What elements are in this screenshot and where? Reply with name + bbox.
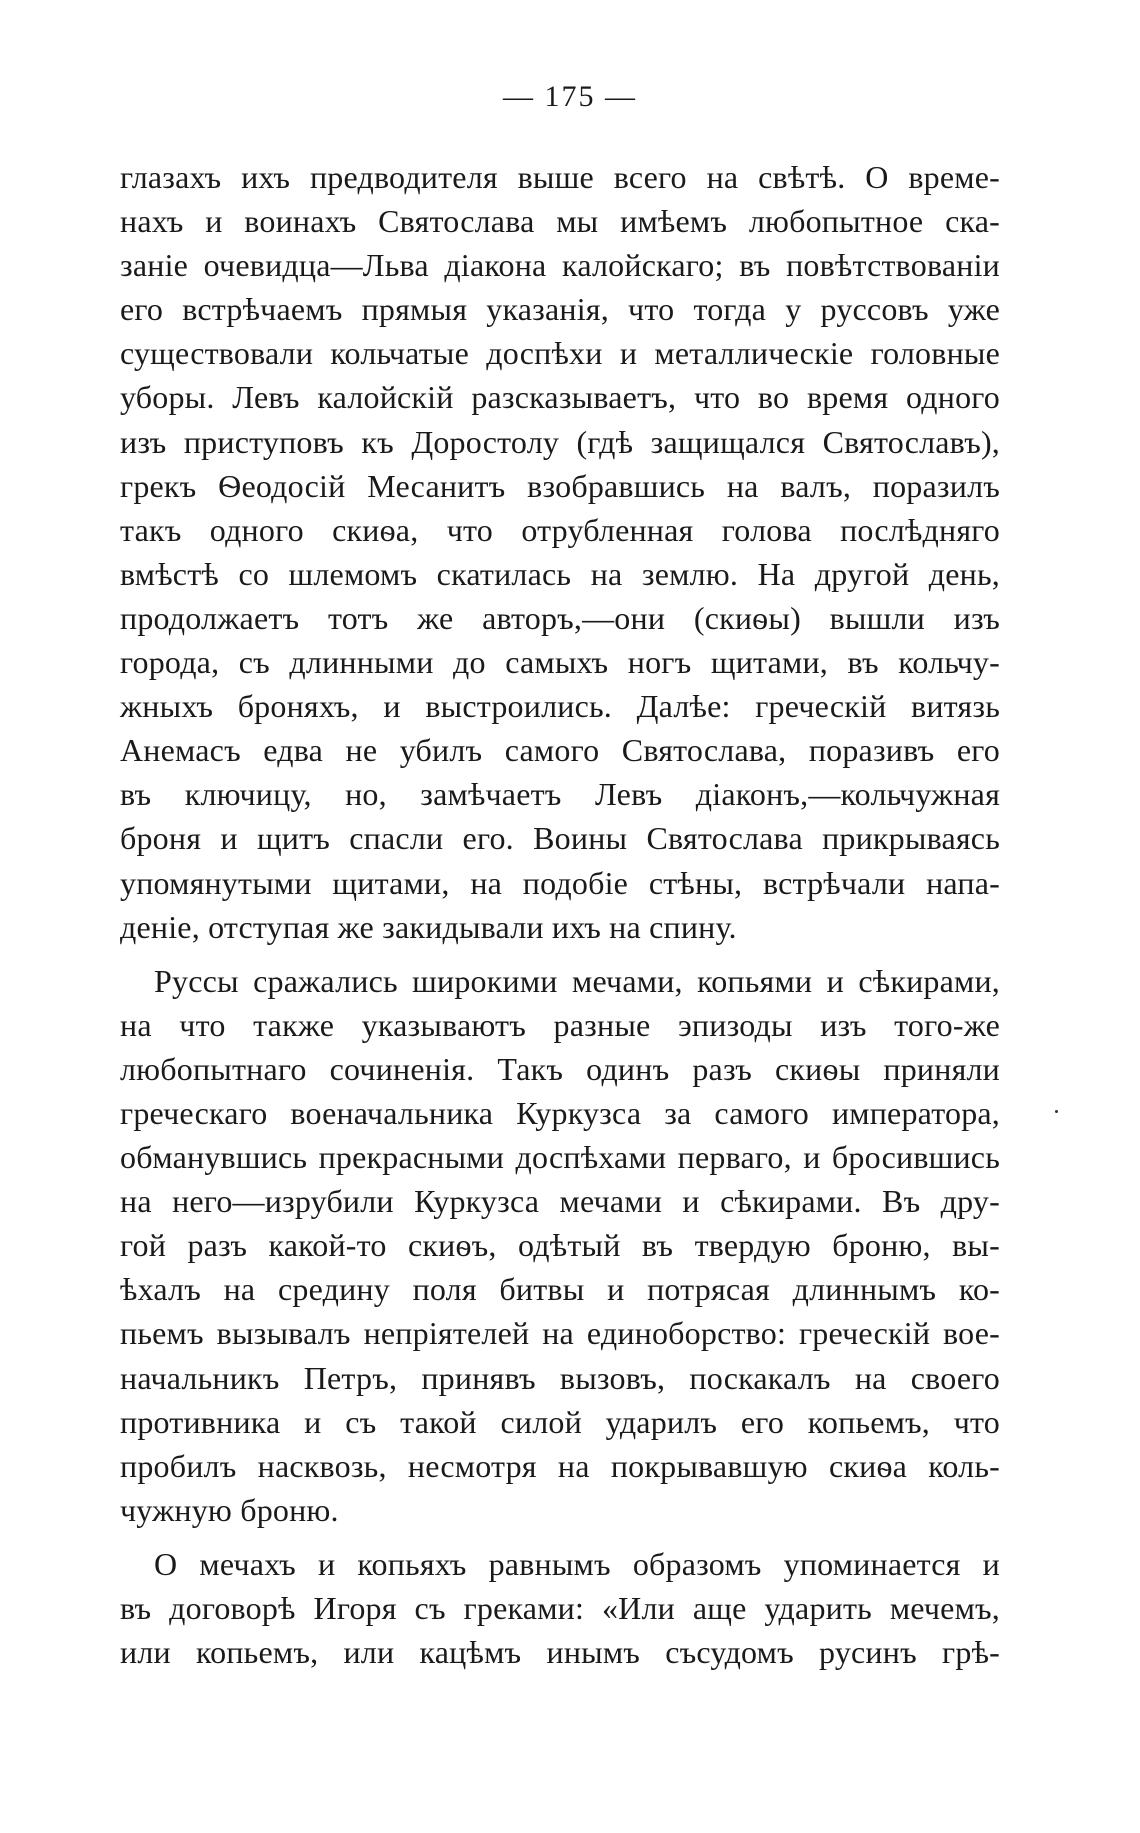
scan-speck (1055, 1110, 1058, 1113)
text-line: города, съ длинными до самыхъ ногъ щитами, въ кольчу- (120, 644, 1000, 681)
text-line: нахъ и воинахъ Святослава мы имѣемъ любопытное ска- (120, 203, 1000, 240)
text-line: греческаго военачальника Куркузса за самого императора, (120, 1094, 1000, 1131)
text-line: въ договорѣ Игоря съ греками: «Или аще ударить мечемъ, (120, 1590, 1000, 1626)
text-line: его встрѣчаемъ прямыя указанія, что тогда у руссовъ уже (120, 291, 1000, 328)
text-line: такъ одного скиѳа, что отрубленная голова послѣдняго (120, 511, 1000, 548)
text-line: гой разъ какой-то скиѳъ, одѣтый въ твердую броню, вы- (120, 1227, 1000, 1264)
text-line: пьемъ вызывалъ непріятелей на единоборство: греческій вое- (120, 1315, 1000, 1352)
text-line: О мечахъ и копьяхъ равнымъ образомъ упоминается и (154, 1545, 1000, 1582)
body-text (120, 155, 1000, 1674)
text-line: начальникъ Петръ, принявъ вызовъ, поскакалъ на своего (120, 1359, 1000, 1396)
paragraph-3 (120, 1542, 1000, 1674)
text-line: обманувшись прекрасными доспѣхами перваго, и бросившись (120, 1139, 1000, 1176)
text-line: Руссы сражались широкими мечами, копьями и сѣкирами, (154, 962, 1000, 999)
text-line: въ ключицу, но, замѣчаетъ Левъ діаконъ,—кольчужная (120, 776, 1000, 813)
text-line: чужную броню. (120, 1491, 339, 1528)
text-line: изъ приступовъ къ Доростолу (гдѣ защищался Святославъ), (120, 423, 1000, 460)
text-line: Анемасъ едва не убилъ самого Святослава, поразивъ его (120, 732, 1000, 769)
text-line: грекъ Ѳеодосій Месанитъ взобравшись на валъ, поразилъ (120, 467, 1000, 504)
text-line: упомянутыми щитами, на подобіе стѣны, встрѣчали напа- (120, 864, 1000, 901)
text-line: броня и щитъ спасли его. Воины Святослава прикрываясь (120, 820, 1000, 857)
text-line: вмѣстѣ со шлемомъ скатилась на землю. На другой день, (120, 555, 1000, 592)
text-line: деніе, отступая же закидывали ихъ на спину. (120, 908, 737, 945)
text-line: жныхъ броняхъ, и выстроились. Далѣе: греческій витязь (120, 688, 1000, 725)
text-line: продолжаетъ тотъ же авторъ,—они (скиѳы) вышли изъ (120, 599, 1000, 636)
text-line: противника и съ такой силой ударилъ его копьемъ, что (120, 1403, 1000, 1440)
text-line: любопытнаго сочиненія. Такъ одинъ разъ скиѳы приняли (120, 1050, 1000, 1087)
text-line: на что также указываютъ разные эпизоды изъ того-же (120, 1006, 1000, 1043)
text-line: глазахъ ихъ предводителя выше всего на свѣтѣ. О време- (120, 159, 1000, 195)
text-line: ѣхалъ на средину поля битвы и потрясая длиннымъ ко- (120, 1271, 1000, 1308)
page-number: — 175 — (503, 80, 637, 113)
text-line: уборы. Левъ калойскій разсказываетъ, что во время одного (120, 379, 1000, 416)
text-line: или копьемъ, или кацѣмъ инымъ съсудомъ русинъ грѣ- (120, 1634, 1000, 1671)
paragraph-1 (120, 155, 1000, 949)
text-line: пробилъ насквозь, несмотря на покрывавшую скиѳа коль- (120, 1447, 1000, 1484)
text-line: заніе очевидца—Льва діакона калойскаго; въ повѣтствованіи (120, 247, 1000, 284)
text-line: существовали кольчатые доспѣхи и металлическіе головные (120, 335, 1000, 372)
paragraph-2 (120, 959, 1000, 1532)
text-line: на него—изрубили Куркузса мечами и сѣкирами. Въ дру- (120, 1183, 1000, 1220)
